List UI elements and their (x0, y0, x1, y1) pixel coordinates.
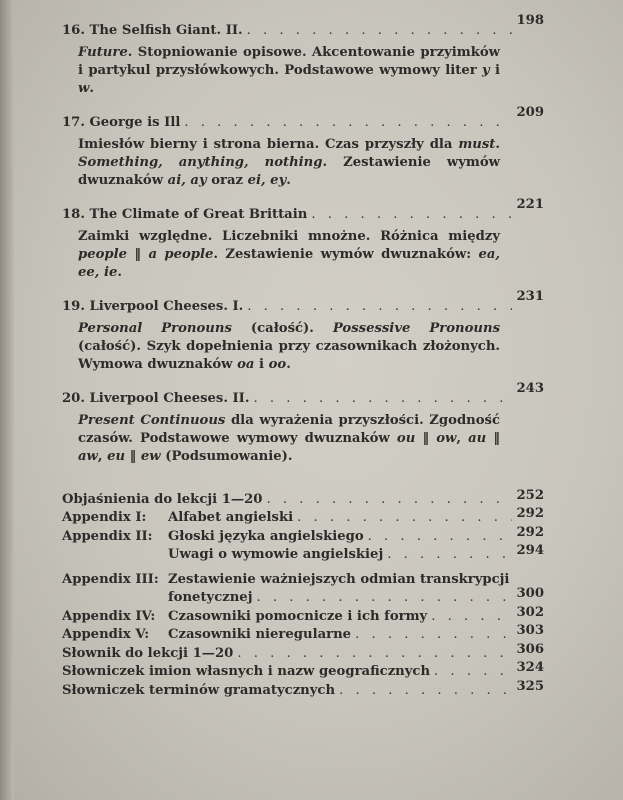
page-number: 300 (516, 586, 544, 601)
lesson-title: 19. Liverpool Cheeses. I. (62, 299, 244, 314)
description-text: . (117, 265, 122, 280)
italic-term: aw (78, 449, 98, 464)
italic-term: au (468, 431, 487, 446)
italic-term: Personal Pronouns (78, 321, 232, 336)
italic-term: eu (107, 449, 126, 464)
italic-term: oa (237, 357, 255, 372)
lesson-title: 16. The Selfish Giant. II. (62, 23, 243, 38)
italic-term: ow (436, 431, 457, 446)
table-of-contents (62, 13, 544, 698)
toc-entry-appendix-4: Appendix IV: Czasowniki pomocnicze i ich formy . . . 302 (62, 605, 544, 624)
leader-dots (256, 590, 512, 605)
italic-term: Something, anything, nothing (78, 155, 323, 170)
page-number: 252 (516, 487, 544, 503)
description-text: , (97, 449, 108, 464)
toc-entry-terminy: Słowniczek terminów gramatycznych . . . 325 (62, 679, 544, 698)
toc-entry-imiona: Słowniczek imion własnych i nazw geograficznych . . . 324 (62, 661, 544, 680)
italic-term: ou (396, 431, 416, 446)
lesson-title: 18. The Climate of Great Brittain (62, 207, 308, 222)
leader-dots (431, 609, 512, 624)
page-number: 294 (516, 543, 544, 558)
description-text: . Zestawienie wymów dwuznaków: (213, 247, 479, 262)
toc-entry-lesson (62, 105, 544, 190)
lesson-description (78, 228, 500, 282)
italic-term: must (458, 137, 496, 152)
description-text: . (89, 81, 94, 96)
description-text: . (286, 357, 291, 372)
toc-entry-appendix-3b: fonetycznej . . . 300 (62, 587, 544, 606)
page-number: 302 (516, 604, 544, 620)
italic-term: oo (268, 357, 287, 372)
lesson-title: 17. George is Ill (62, 115, 181, 130)
lesson-description (78, 136, 500, 190)
leader-dots (434, 664, 512, 679)
page-number: 306 (516, 641, 544, 657)
lesson-heading (62, 381, 544, 406)
description-text: . Zestawienie wymów dwuznaków (78, 155, 500, 188)
italic-term: ai, ay (167, 173, 207, 188)
page-number: 325 (516, 678, 544, 694)
leader-dots (237, 646, 512, 661)
toc-entry-appendix-2: Appendix II: Głoski języka angielskiego . . . 292 (62, 525, 544, 544)
leader-dots (387, 547, 512, 562)
toc-entry-appendix-2b: Uwagi o wymowie angielskiej . . . 294 (62, 544, 544, 563)
leader-dots (253, 391, 512, 406)
toc-entry-lesson (62, 197, 544, 282)
leader-dots (311, 207, 512, 222)
description-text: i (489, 63, 500, 78)
description-text: oraz (206, 173, 248, 188)
leader-dots (247, 23, 513, 38)
toc-entry-appendix-1: Appendix I: Alfabet angielski . . . 292 (62, 507, 544, 526)
page-number: 231 (516, 289, 544, 304)
lesson-description (78, 412, 500, 466)
page-number: 221 (516, 197, 544, 212)
book-spine-edge (0, 0, 14, 800)
page-number: 198 (516, 13, 544, 28)
description-text: . Stopniowanie opisowe. Akcentowanie przyimków i partykul przysłówkowych. Podstawowe wymowy liter (78, 45, 500, 78)
page-number: 209 (516, 105, 544, 120)
page-number: 292 (516, 506, 544, 521)
lesson-list (62, 13, 544, 466)
toc-entry-lesson (62, 13, 544, 98)
lesson-heading (62, 13, 544, 38)
italic-term: ea, ee, ie (78, 247, 501, 280)
page-number: 292 (516, 524, 544, 540)
page-number: 243 (516, 381, 544, 396)
lesson-description (78, 44, 500, 98)
italic-term: Possessive Pronouns (332, 321, 501, 336)
lesson-heading (62, 197, 544, 222)
lesson-description (78, 320, 500, 374)
leader-dots (355, 627, 512, 642)
toc-entry-slownik: Słownik do lekcji 1—20 . . . 306 (62, 642, 544, 661)
description-text: i (254, 357, 269, 372)
italic-term: Future (78, 45, 128, 60)
description-text: (Podsumowanie). (160, 449, 293, 464)
description-text: . (495, 137, 500, 152)
description-text: ‖ (486, 431, 500, 446)
toc-entry-appendix-3: Appendix III: Zestawienie ważniejszych odmian transkrypcji (62, 571, 510, 587)
lesson-heading (62, 289, 544, 314)
toc-entry-lesson (62, 289, 544, 374)
italic-term: y (481, 63, 490, 78)
leader-dots (339, 683, 512, 698)
leader-dots (368, 529, 513, 544)
leader-dots (184, 115, 512, 130)
lesson-heading (62, 105, 544, 130)
description-text: Zaimki względne. Liczebniki mnożne. Różnica między (78, 229, 500, 244)
description-text: Imiesłów bierny i strona bierna. Czas przyszły dla (78, 137, 459, 152)
description-text: . (286, 173, 291, 188)
description-text: ‖ (125, 449, 141, 464)
toc-entry-lesson (62, 381, 544, 466)
description-text: (całość). Szyk dopełnienia przy czasownikach złożonych. Wymowa dwuznaków (78, 339, 500, 372)
description-text: ‖ (127, 247, 149, 262)
leader-dots (247, 299, 512, 314)
description-text: , (456, 431, 469, 446)
italic-term: ew (140, 449, 161, 464)
toc-entry-objasnienia: Objaśnienia do lekcji 1—20 . . . 252 (62, 488, 544, 507)
toc-entry-appendix-5: Appendix V: Czasowniki nieregularne . . . 303 (62, 624, 544, 643)
italic-term: ei, ey (247, 173, 287, 188)
description-text: dla wyrażenia przyszłości. Zgodność czasów. Podstawowe wymowy dwuznaków (78, 413, 500, 446)
description-text: ‖ (415, 431, 437, 446)
description-text: (całość). (231, 321, 333, 336)
italic-term: Present Continuous (78, 413, 226, 428)
page-number: 303 (516, 623, 544, 638)
leader-dots (297, 510, 512, 525)
italic-term: w (78, 81, 90, 96)
lesson-title: 20. Liverpool Cheeses. II. (62, 391, 250, 406)
page-number: 324 (516, 660, 544, 675)
back-matter (62, 488, 544, 698)
italic-term: people (78, 247, 128, 262)
italic-term: a people (148, 247, 214, 262)
leader-dots (266, 492, 512, 507)
